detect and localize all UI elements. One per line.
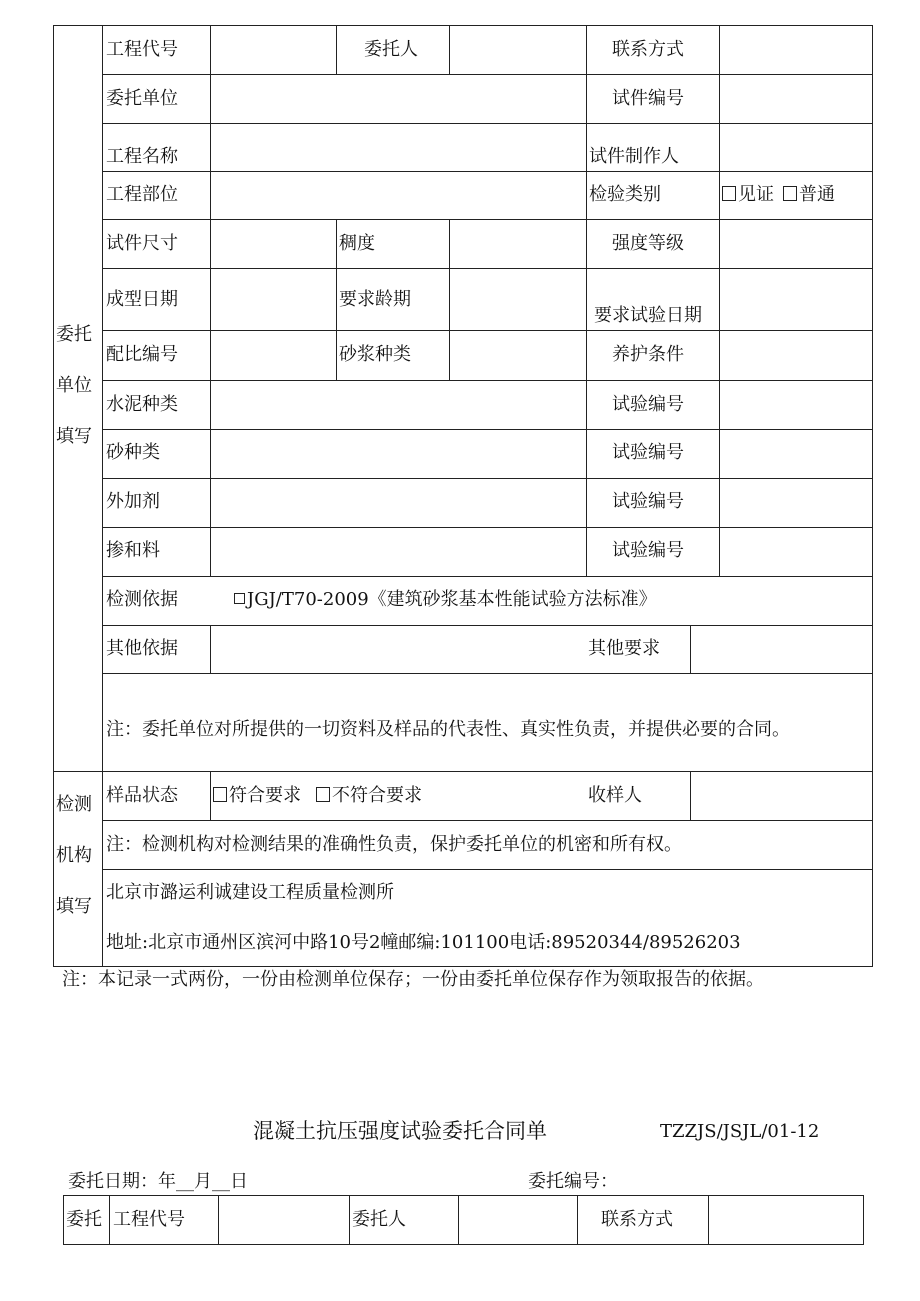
client-note: 注：委托单位对所提供的一切资料及样品的代表性、真实性负责，并提供必要的合同。 [106,719,790,740]
footer-note: 注：本记录一式两份，一份由检测单位保存；一份由委托单位保存作为领取报告的依据。 [62,969,764,990]
addition-test-no-field[interactable] [720,528,871,575]
witness-label: 见证 [738,184,774,205]
project-name-field[interactable] [211,124,585,170]
specimen-no-field[interactable] [720,75,871,122]
molding-date-field[interactable] [211,269,335,329]
not-conform-checkbox[interactable] [316,787,330,802]
client-unit-label: 委托单位 [106,88,178,109]
project-part-label: 工程部位 [106,184,178,205]
required-age-label: 要求龄期 [339,289,411,310]
cement-test-no-label: 试验编号 [612,394,684,415]
other-basis-label: 其他依据 [106,638,178,659]
consistency-field[interactable] [450,220,585,267]
mix-no-field[interactable] [211,331,335,379]
specimen-maker-field[interactable] [720,124,871,170]
contact-field[interactable] [720,26,871,74]
receiver-label: 收样人 [588,785,642,806]
sand-type-field[interactable] [211,430,585,477]
required-test-date-field[interactable] [720,269,871,329]
addition-field[interactable] [211,528,585,575]
other-req-field[interactable] [691,626,871,673]
conform-option[interactable] [213,787,301,805]
conform-checkbox[interactable] [213,787,227,802]
curing-field[interactable] [720,331,871,379]
witness-checkbox[interactable] [722,186,736,201]
not-conform-label: 不符合要求 [332,785,422,806]
side-label-client-2: 单位 [56,375,92,396]
specimen-size-label: 试件尺寸 [106,233,178,254]
side-label-lab-2: 机构 [56,845,92,866]
admixture-test-no-field[interactable] [720,479,871,526]
inspection-type-label: 检验类别 [589,184,661,205]
molding-date-label: 成型日期 [106,289,178,310]
mortar-type-field[interactable] [450,331,585,379]
form2-project-code-field[interactable] [219,1196,348,1244]
project-code-field[interactable] [211,26,335,74]
entrust-date-label: 委托日期：年__月__日 [68,1171,248,1192]
strength-grade-field[interactable] [720,220,871,267]
specimen-no-label: 试件编号 [612,88,684,109]
side-label-lab-1: 检测 [56,794,92,815]
admixture-label: 外加剂 [106,491,160,512]
sand-test-no-label: 试验编号 [612,442,684,463]
entrust-no-label: 委托编号： [528,1171,618,1192]
required-test-date-label: 要求试验日期 [594,305,702,326]
strength-grade-label: 强度等级 [612,233,684,254]
side-label-client-1: 委托 [56,324,92,345]
project-part-field[interactable] [211,172,585,218]
standard-checkbox[interactable] [234,593,245,604]
cement-test-no-field[interactable] [720,381,871,428]
form2-side-label: 委托 [66,1209,102,1230]
specimen-maker-label: 试件制作人 [589,146,679,167]
required-age-field[interactable] [450,269,585,329]
form2-code: TZZJS/JSJL/01-12 [660,1121,820,1142]
admixture-test-no-label: 试验编号 [612,491,684,512]
form2-project-code-label: 工程代号 [113,1209,185,1230]
sand-test-no-field[interactable] [720,430,871,477]
mix-no-label: 配比编号 [106,344,178,365]
standard-label: JGJ/T70-2009《建筑砂浆基本性能试验方法标准》 [247,589,657,610]
receiver-field[interactable] [691,772,871,820]
conform-label: 符合要求 [229,785,301,806]
form2-title: 混凝土抗压强度试验委托合同单 [253,1119,547,1143]
admixture-field[interactable] [211,479,585,526]
witness-option[interactable] [722,186,774,204]
test-basis-label: 检测依据 [106,589,178,610]
other-req-label: 其他要求 [588,638,660,659]
project-name-label: 工程名称 [106,146,178,167]
cement-type-field[interactable] [211,381,585,428]
curing-label: 养护条件 [612,344,684,365]
contact-label: 联系方式 [612,39,684,60]
other-basis-field[interactable] [211,626,585,673]
normal-option[interactable] [783,186,835,204]
normal-checkbox[interactable] [783,186,797,201]
project-code-label: 工程代号 [106,39,178,60]
client-person-field[interactable] [450,26,585,74]
form2-client-person-label: 委托人 [352,1209,406,1230]
normal-label: 普通 [799,184,835,205]
form2-client-person-field[interactable] [459,1196,576,1244]
sand-type-label: 砂种类 [106,442,160,463]
lab-name: 北京市潞运利诚建设工程质量检测所 [106,882,394,903]
form2-contact-field[interactable] [709,1196,862,1244]
cement-type-label: 水泥种类 [106,394,178,415]
sample-state-label: 样品状态 [106,785,178,806]
lab-address: 地址:北京市通州区滨河中路10号2幢邮编:101100电话:89520344/89526203 [106,932,741,953]
mortar-type-label: 砂浆种类 [339,344,411,365]
client-person-label: 委托人 [364,39,418,60]
lab-note: 注：检测机构对检测结果的准确性负责，保护委托单位的机密和所有权。 [106,834,682,855]
standard-option[interactable] [234,591,657,609]
addition-label: 掺和料 [106,540,160,561]
side-label-client-3: 填写 [56,426,92,447]
consistency-label: 稠度 [339,233,375,254]
side-label-lab-3: 填写 [56,896,92,917]
addition-test-no-label: 试验编号 [612,540,684,561]
specimen-size-field[interactable] [211,220,335,267]
not-conform-option[interactable] [316,787,422,805]
client-unit-field[interactable] [211,75,585,122]
form2-contact-label: 联系方式 [601,1209,673,1230]
